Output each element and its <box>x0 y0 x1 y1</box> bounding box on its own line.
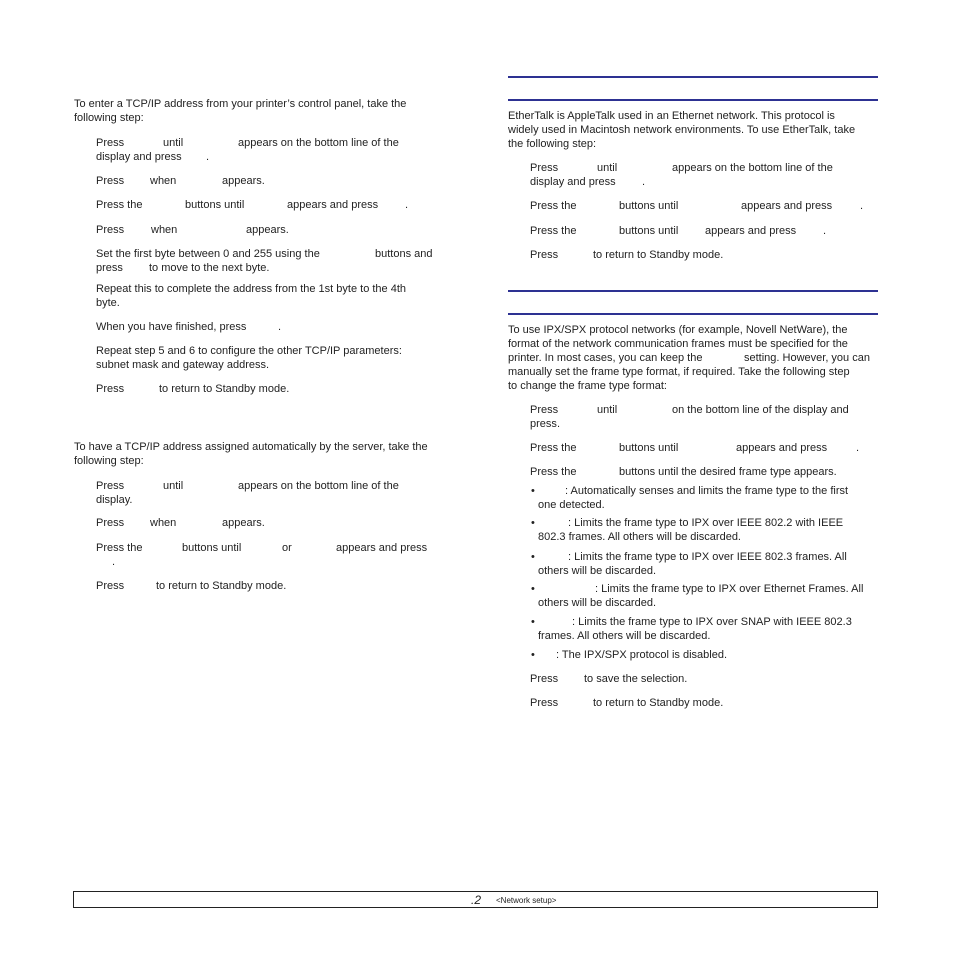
static-ip-step: Press <box>96 224 125 236</box>
footer-section-label: <Network setup> <box>496 896 557 905</box>
dynamic-ip-step: display. <box>96 494 133 506</box>
static-ip-step: Set the first byte between 0 and 255 using the <box>96 248 320 260</box>
ipx-step: buttons until the desired frame type appears. <box>619 466 837 478</box>
dynamic-ip-step: appears. <box>222 517 265 529</box>
ipx-intro: to change the frame type format: <box>508 380 667 392</box>
ethertalk-step: Press the <box>530 200 577 212</box>
static-ip-step: byte. <box>96 297 120 309</box>
static-ip-step: when <box>151 224 178 236</box>
frame-type-option: others will be discarded. <box>538 597 657 609</box>
frame-type-option: : Automatically senses and limits the frame type to the first <box>565 485 849 497</box>
dynamic-ip-step: . <box>112 556 116 568</box>
static-ip-intro: following step: <box>74 112 144 124</box>
ethertalk-step: to return to Standby mode. <box>593 249 724 261</box>
static-ip-step: . <box>278 321 282 333</box>
static-ip-step: display and press <box>96 151 182 163</box>
ipx-step: until <box>597 404 618 416</box>
ipx-step: on the bottom line of the display and <box>672 404 849 416</box>
dynamic-ip-intro: To have a TCP/IP address assigned automatically by the server, take the <box>74 441 428 453</box>
static-ip-step: appears on the bottom line of the <box>238 137 399 149</box>
ipx-step: Press the <box>530 442 577 454</box>
frame-type-option: one detected. <box>538 499 605 511</box>
ethertalk-step: . <box>642 176 646 188</box>
static-ip-step: press <box>96 262 123 274</box>
ipx-step: appears and press <box>736 442 828 454</box>
ipx-intro: printer. In most cases, you can keep the <box>508 352 703 364</box>
static-ip-step: appears. <box>246 224 289 236</box>
ipx-step: buttons until <box>619 442 679 454</box>
ethertalk-step: appears on the bottom line of the <box>672 162 833 174</box>
ipx-step: Press <box>530 404 559 416</box>
static-ip-step: . <box>405 199 409 211</box>
bullet-marker: • <box>531 649 535 661</box>
frame-type-option: : Limits the frame type to IPX over IEEE 802.2 with IEEE <box>568 517 844 529</box>
static-ip-step: when <box>150 175 177 187</box>
static-ip-step: until <box>163 137 184 149</box>
ipx-rule-bottom <box>508 313 878 315</box>
ethertalk-step: Press <box>530 249 559 261</box>
ipx-final-step: to save the selection. <box>584 673 688 685</box>
static-ip-intro: To enter a TCP/IP address from your printer’s control panel, take the <box>74 98 407 110</box>
static-ip-step: buttons and <box>375 248 433 260</box>
dynamic-ip-step: appears on the bottom line of the <box>238 480 399 492</box>
dynamic-ip-step: to return to Standby mode. <box>156 580 287 592</box>
static-ip-step: appears. <box>222 175 265 187</box>
frame-type-option: : Limits the frame type to IPX over IEEE 802.3 frames. All <box>568 551 847 563</box>
static-ip-step: subnet mask and gateway address. <box>96 359 270 371</box>
bullet-marker: • <box>531 583 535 595</box>
ethertalk-step: until <box>597 162 618 174</box>
static-ip-step: Press <box>96 383 125 395</box>
dynamic-ip-intro: following step: <box>74 455 144 467</box>
frame-type-option: frames. All others will be discarded. <box>538 630 711 642</box>
ethertalk-step: appears and press <box>705 225 797 237</box>
ethertalk-step: buttons until <box>619 200 679 212</box>
frame-type-option: others will be discarded. <box>538 565 657 577</box>
ipx-rule-top <box>508 290 878 292</box>
frame-type-option: : The IPX/SPX protocol is disabled. <box>556 649 727 661</box>
ethertalk-step: display and press <box>530 176 616 188</box>
ethertalk-step: Press <box>530 162 559 174</box>
static-ip-step: When you have finished, press <box>96 321 247 333</box>
static-ip-step: Press the <box>96 199 143 211</box>
ipx-final-step: Press <box>530 673 559 685</box>
static-ip-step: appears and press <box>287 199 379 211</box>
dynamic-ip-step: until <box>163 480 184 492</box>
dynamic-ip-step: Press <box>96 517 125 529</box>
ipx-step: . <box>557 418 561 430</box>
static-ip-step: . <box>206 151 210 163</box>
bullet-marker: • <box>531 485 535 497</box>
static-ip-step: Repeat step 5 and 6 to configure the other TCP/IP parameters: <box>96 345 402 357</box>
static-ip-step: Press <box>96 175 125 187</box>
ipx-step: Press the <box>530 466 577 478</box>
page-number: .2 <box>471 893 482 907</box>
bullet-marker: • <box>531 551 535 563</box>
ipx-intro: manually set the frame type format, if required. Take the following step <box>508 366 850 378</box>
static-ip-step: to move to the next byte. <box>149 262 270 274</box>
dynamic-ip-step: buttons until <box>182 542 242 554</box>
ethertalk-step: buttons until <box>619 225 679 237</box>
dynamic-ip-step: appears and press <box>336 542 428 554</box>
static-ip-step: buttons until <box>185 199 245 211</box>
ipx-final-step: to return to Standby mode. <box>593 697 724 709</box>
ethertalk-step: Press the <box>530 225 577 237</box>
dynamic-ip-step: or <box>282 542 292 554</box>
ipx-step: press <box>530 418 557 430</box>
bullet-marker: • <box>531 517 535 529</box>
frame-type-option: : Limits the frame type to IPX over Ethernet Frames. All <box>595 583 864 595</box>
dynamic-ip-step: Press <box>96 580 125 592</box>
ipx-intro: format of the network communication frames must be specified for the <box>508 338 848 350</box>
static-ip-step: Repeat this to complete the address from the 1st byte to the 4th <box>96 283 407 295</box>
ipx-intro: To use IPX/SPX protocol networks (for example, Novell NetWare), the <box>508 324 848 336</box>
ethertalk-step: . <box>860 200 864 212</box>
dynamic-ip-step: when <box>150 517 177 529</box>
ipx-step: . <box>856 442 860 454</box>
ethertalk-rule-top <box>508 76 878 78</box>
ethertalk-intro: widely used in Macintosh network environments. To use EtherTalk, take <box>508 124 856 136</box>
ethertalk-step: . <box>823 225 827 237</box>
static-ip-step: to return to Standby mode. <box>159 383 290 395</box>
ipx-final-step: Press <box>530 697 559 709</box>
dynamic-ip-step: Press the <box>96 542 143 554</box>
ethertalk-rule-bottom <box>508 99 878 101</box>
static-ip-step: Press <box>96 137 125 149</box>
ethertalk-intro: EtherTalk is AppleTalk used in an Ethernet network. This protocol is <box>508 110 835 122</box>
frame-type-option: 802.3 frames. All others will be discarded. <box>538 531 741 543</box>
ipx-intro: setting. However, you can <box>744 352 870 364</box>
dynamic-ip-step: Press <box>96 480 125 492</box>
ethertalk-step: appears and press <box>741 200 833 212</box>
bullet-marker: • <box>531 616 535 628</box>
ethertalk-intro: the following step: <box>508 138 597 150</box>
frame-type-option: : Limits the frame type to IPX over SNAP with IEEE 802.3 <box>572 616 852 628</box>
